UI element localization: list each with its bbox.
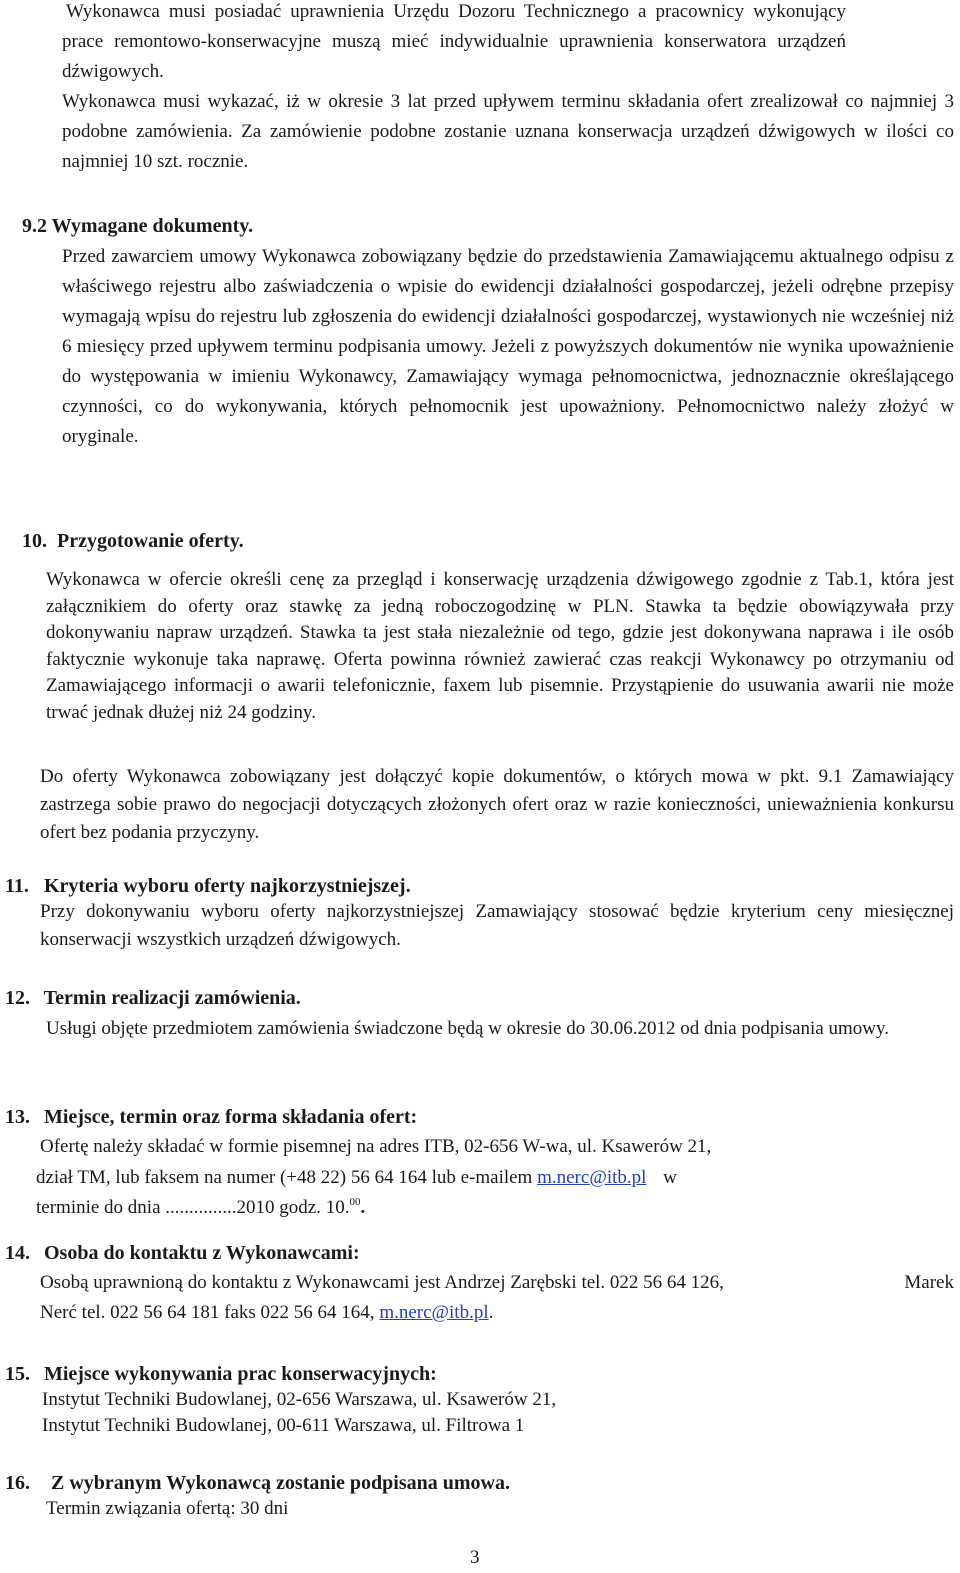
section-number: 15.: [5, 1363, 30, 1385]
section-title: Miejsce, termin oraz forma składania ofert:: [44, 1106, 418, 1128]
section-14-heading: [5, 1238, 360, 1268]
email-link[interactable]: m.nerc@itb.pl: [379, 1302, 489, 1323]
section-title: Osoba do kontaktu z Wykonawcami:: [44, 1242, 360, 1264]
section-14-line-2: Nerć tel. 022 56 64 181 faks 022 56 64 164, m.nerc@itb.pl.: [40, 1302, 494, 1323]
section-12-paragraph: Usługi objęte przedmiotem zamówienia świadczone będą w okresie do 30.06.2012 od dnia podpisania umowy.: [46, 1018, 890, 1039]
section-number: 14.: [5, 1242, 30, 1264]
section-title: Miejsce wykonywania prac konserwacyjnych:: [44, 1363, 437, 1385]
section-9-2-heading: 9.2 Wymagane dokumenty.: [22, 215, 254, 237]
intro-paragraph-2: Wykonawca musi wykazać, iż w okresie 3 lat przed upływem terminu składania ofert zrealizował co najmniej 3 podobne zamówienia. Za zamówienie podobne zostanie uznana konserwacja urządzeń dźwigowych w ilości co najmniej 10 szt. rocznie.: [62, 91, 954, 172]
section-13-heading: [5, 1102, 417, 1132]
section-16-line-1: Termin związania ofertą: 30 dni: [46, 1498, 289, 1519]
section-number: 13.: [5, 1106, 30, 1128]
section-title: Przygotowanie oferty.: [57, 530, 244, 552]
section-12-heading: [5, 983, 301, 1013]
section-15-line-2: Instytut Techniki Budowlanej, 00-611 Warszawa, ul. Filtrowa 1: [42, 1415, 525, 1436]
section-number: 12.: [5, 987, 30, 1009]
section-9-2-paragraph: Przed zawarciem umowy Wykonawca zobowiązany będzie do przedstawienia Zamawiającemu aktualnego odpisu z właściwego rejestru albo zaświadczenia o wpisie do ewidencji działalności gospodarczej, jeżeli odrębne przepisy wymagają wpisu do rejestru lub zgłoszenia do ewidencji działalności gospodarczej, wystawionych nie wcześniej niż 6 miesięcy przed upływem terminu podpisania umowy. Jeżeli z powyższych dokumentów nie wynika upoważnienie do występowania w imieniu Wykonawcy, Zamawiający wymaga pełnomocnictwa, jednoznacznie określającego czynności, co do wykonywania, których pełnomocnik jest upoważniony. Pełnomocnictwo należy złożyć w oryginale.: [62, 246, 954, 447]
intro-paragraph-1: Wykonawca musi posiadać uprawnienia Urzędu Dozoru Technicznego a pracownicy wykonujący prace remontowo-konserwacyjne muszą mieć indywidualnie uprawnienia konserwatora urządzeń dźwigowych.: [62, 1, 846, 82]
section-10-heading: [22, 526, 244, 556]
section-11-paragraph: Przy dokonywaniu wyboru oferty najkorzystniejszej Zamawiający stosować będzie kryterium ceny miesięcznej konserwacji wszystkich urządzeń dźwigowych.: [40, 901, 954, 950]
section-15-line-1: Instytut Techniki Budowlanej, 02-656 Warszawa, ul. Ksawerów 21,: [42, 1389, 557, 1410]
email-link[interactable]: m.nerc@itb.pl: [537, 1167, 647, 1188]
section-title: Z wybranym Wykonawcą zostanie podpisana umowa.: [51, 1472, 510, 1494]
section-11-heading: [5, 871, 411, 901]
section-number: 11.: [5, 875, 29, 897]
section-number: 16.: [5, 1472, 30, 1494]
section-13-line-3: terminie do dnia ...............2010 godz. 10.00.: [36, 1196, 366, 1218]
section-number: 10.: [22, 530, 47, 552]
section-10-paragraph-2: Do oferty Wykonawca zobowiązany jest dołączyć kopie dokumentów, o których mowa w pkt. 9.1 Zamawiający zastrzega sobie prawo do negocjacji dotyczących złożonych ofert oraz w razie konieczności, unieważnienia konkursu ofert bez podania przyczyny.: [40, 766, 954, 843]
section-10-paragraph-1: Wykonawca w ofercie określi cenę za przegląd i konserwację urządzenia dźwigowego zgodnie z Tab.1, która jest załącznikiem do oferty oraz stawkę za jedną roboczogodzinę w PLN. Stawka ta będzie obowiązywała przy dokonywaniu napraw urządzeń. Stawka ta jest stała niezależnie od tego, gdzie jest dokonywana naprawa i ile osób faktycznie wykonuje taka naprawę. Oferta powinna również zawierać czas reakcji Wykonawcy po otrzymaniu od Zamawiającego informacji o awarii telefonicznie, faxem lub pisemnie. Przystąpienie do usuwania awarii nie może trwać jednak dłużej niż 24 godziny.: [46, 569, 954, 723]
section-title: Kryteria wyboru oferty najkorzystniejszej.: [44, 875, 411, 897]
section-14-line-1: Osobą uprawnioną do kontaktu z Wykonawcami jest Andrzej Zarębski tel. 022 56 64 126, Marek: [40, 1272, 954, 1293]
section-13-line-1: Ofertę należy składać w formie pisemnej na adres ITB, 02-656 W-wa, ul. Ksawerów 21,: [40, 1136, 712, 1157]
section-title: Termin realizacji zamówienia.: [43, 987, 301, 1009]
page-number: 3: [470, 1547, 480, 1568]
section-13-line-2: dział TM, lub faksem na numer (+48 22) 56 64 164 lub e-mailem m.nerc@itb.pl w: [36, 1167, 677, 1188]
